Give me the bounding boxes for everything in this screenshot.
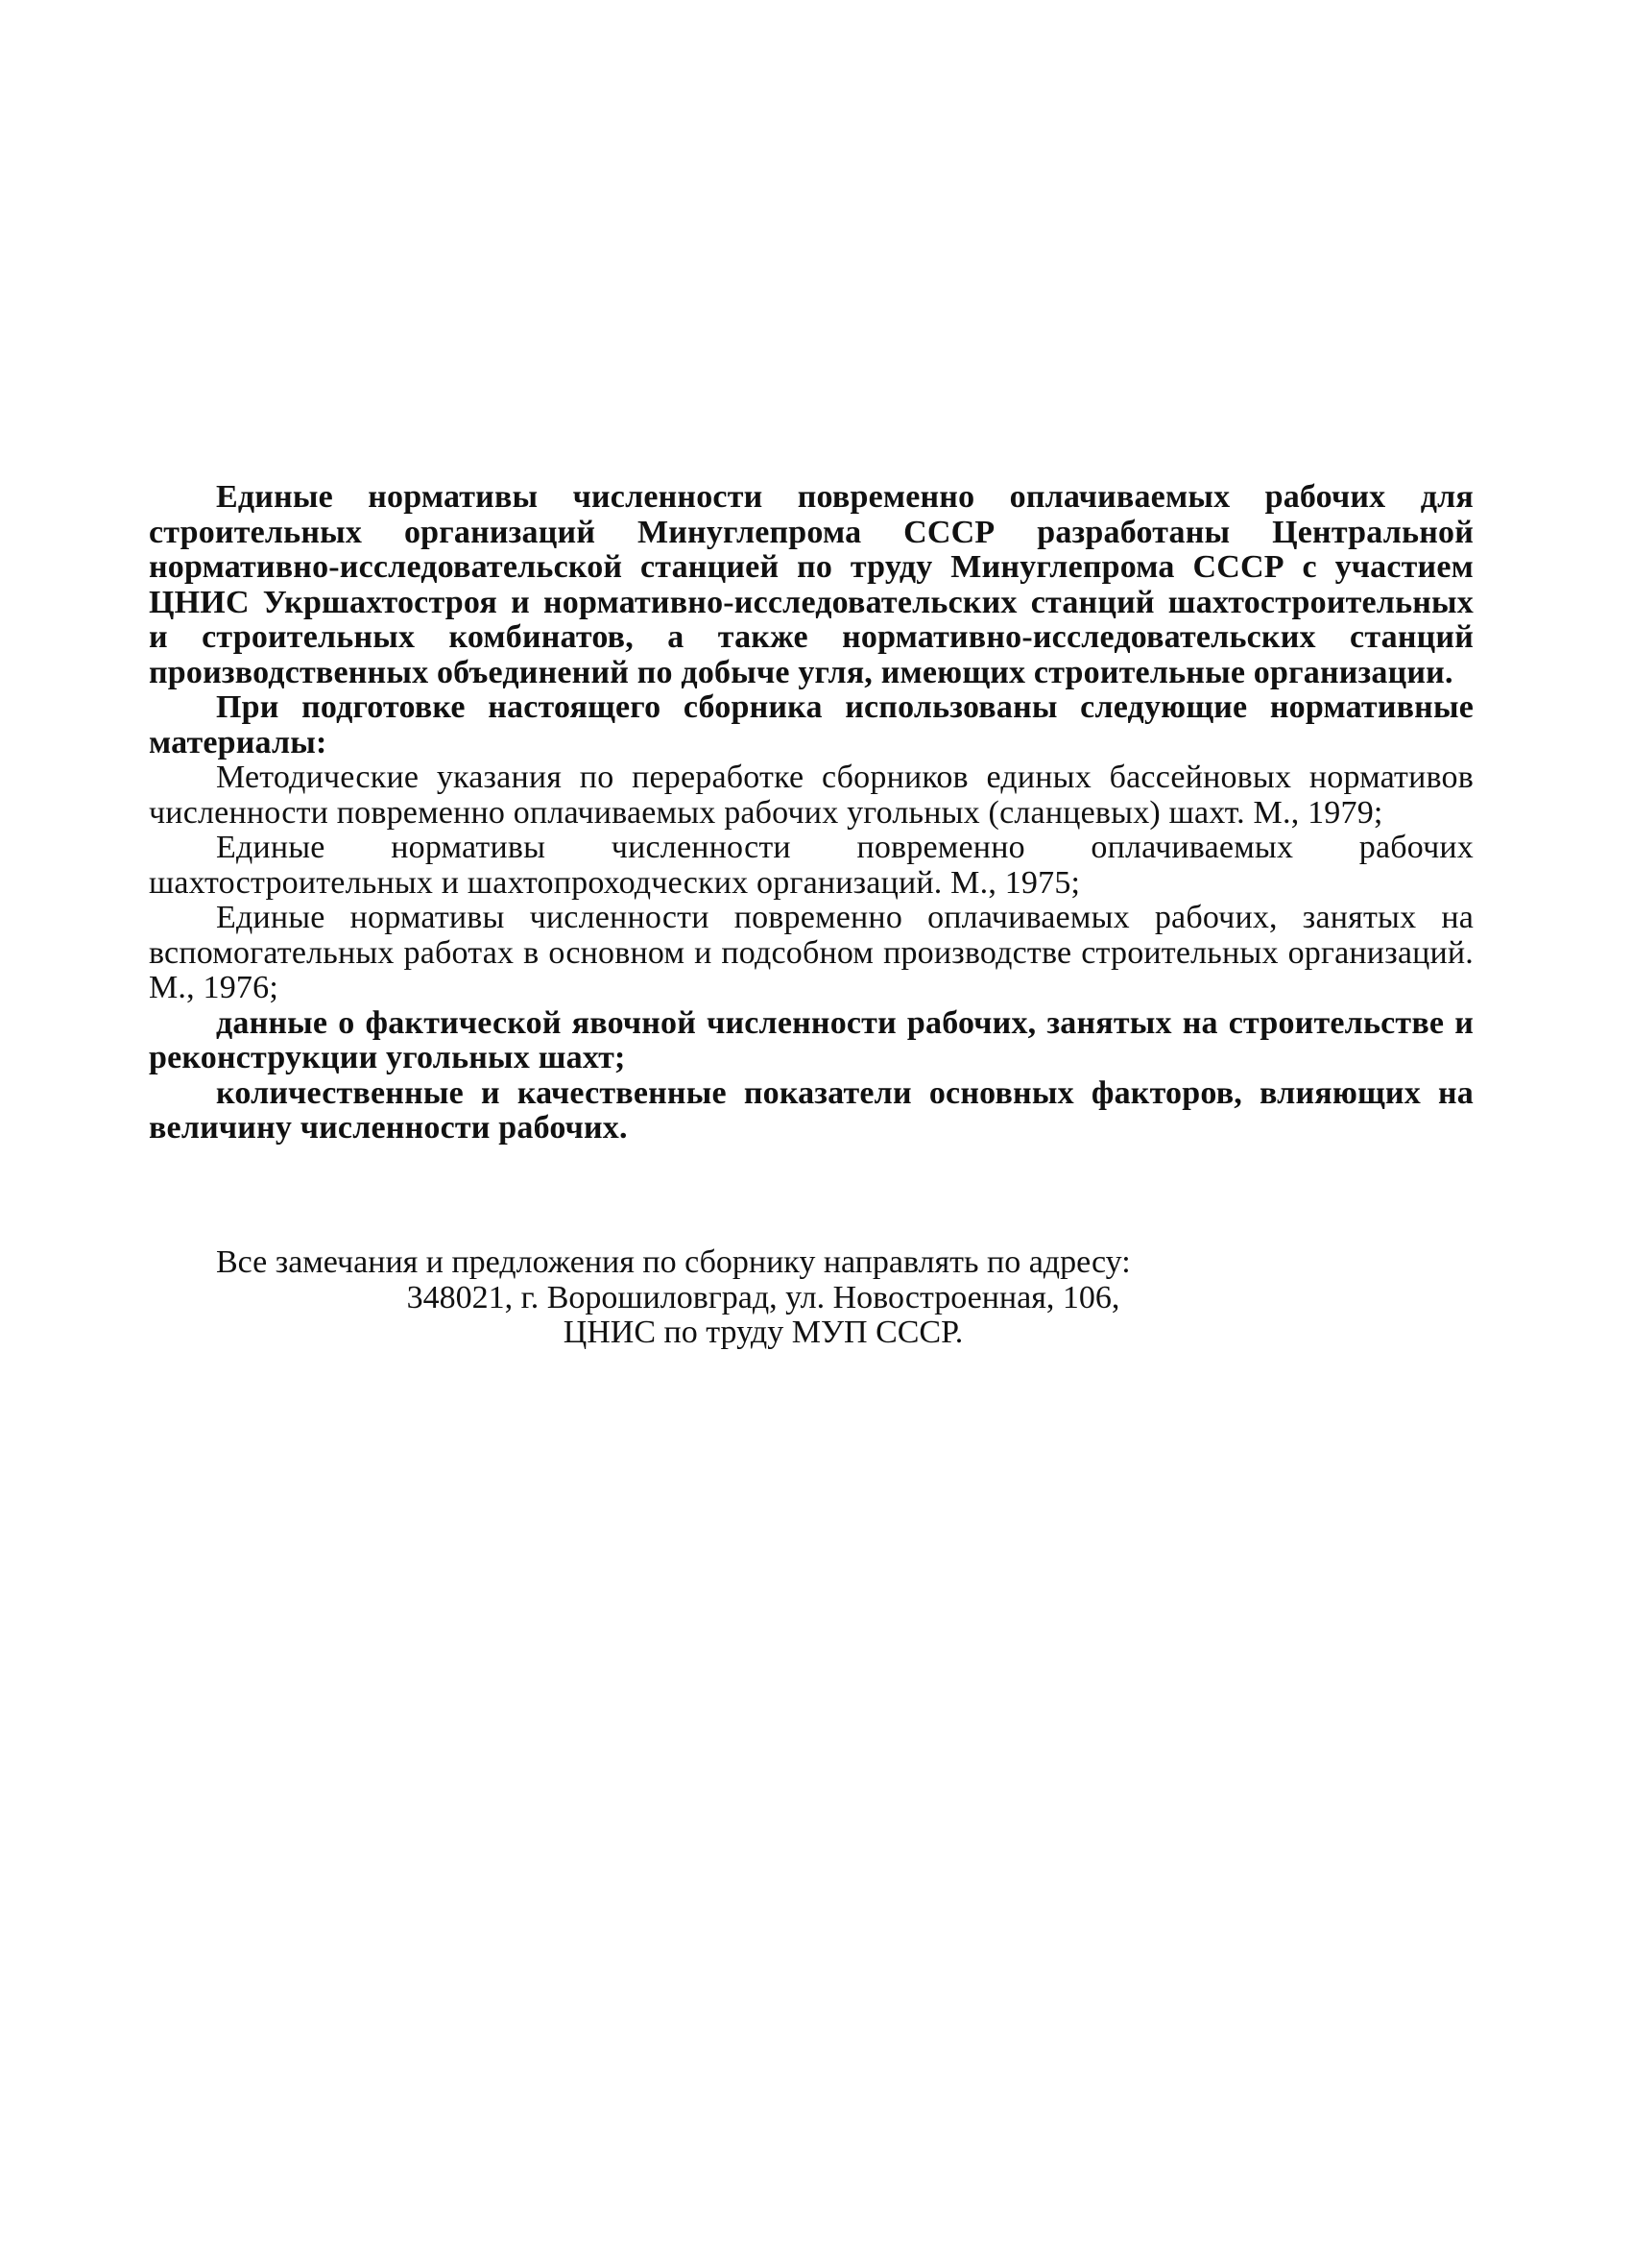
paragraph-source-2: Единые нормативы численности повременно оплачиваемых рабочих шахтостроительных и шахтопроходческих организаций. М., 1975; [149, 830, 1474, 901]
address-intro: Все замечания и предложения по сборнику направлять по адресу: [216, 1244, 1131, 1280]
paragraph-developers: Единые нормативы численности повременно оплачиваемых рабочих для строительных организаций Минуглепрома СССР разработаны Центральной нормативно-исследовательской станцией по труду Минуглепрома СССР с участием ЦНИС Укршахтостроя и нормативно-исследовательских станций шахтостроительных и строительных комбинатов, а также нормативно-исследовательских станций производственных объединений по добыче угля, имеющих строительные организации. [149, 479, 1474, 690]
paragraph-source-3: Единые нормативы численности повременно оплачиваемых рабочих, занятых на вспомогательных работах в основном и подсобном производстве строительных организаций. М., 1976; [149, 900, 1474, 1005]
body-text [149, 480, 1474, 1146]
paragraph-source-5: количественные и качественные показатели основных факторов, влияющих на величину численности рабочих. [149, 1074, 1474, 1146]
address-line-organization: ЦНИС по труду МУП СССР. [563, 1315, 964, 1350]
address-block [149, 1245, 1474, 1351]
address-line-street: 348021, г. Ворошиловград, ул. Новостроенная, 106, [406, 1279, 1120, 1315]
paragraph-source-4: данные о фактической явочной численности рабочих, занятых на строительстве и реконструкции угольных шахт; [149, 1004, 1474, 1075]
paragraph-source-1: Методические указания по переработке сборников единых бассейновых нормативов численности повременно оплачиваемых рабочих угольных (сланцевых) шахт. М., 1979; [149, 760, 1474, 831]
paragraph-materials-intro: При подготовке настоящего сборника использованы следующие нормативные материалы: [149, 689, 1474, 760]
